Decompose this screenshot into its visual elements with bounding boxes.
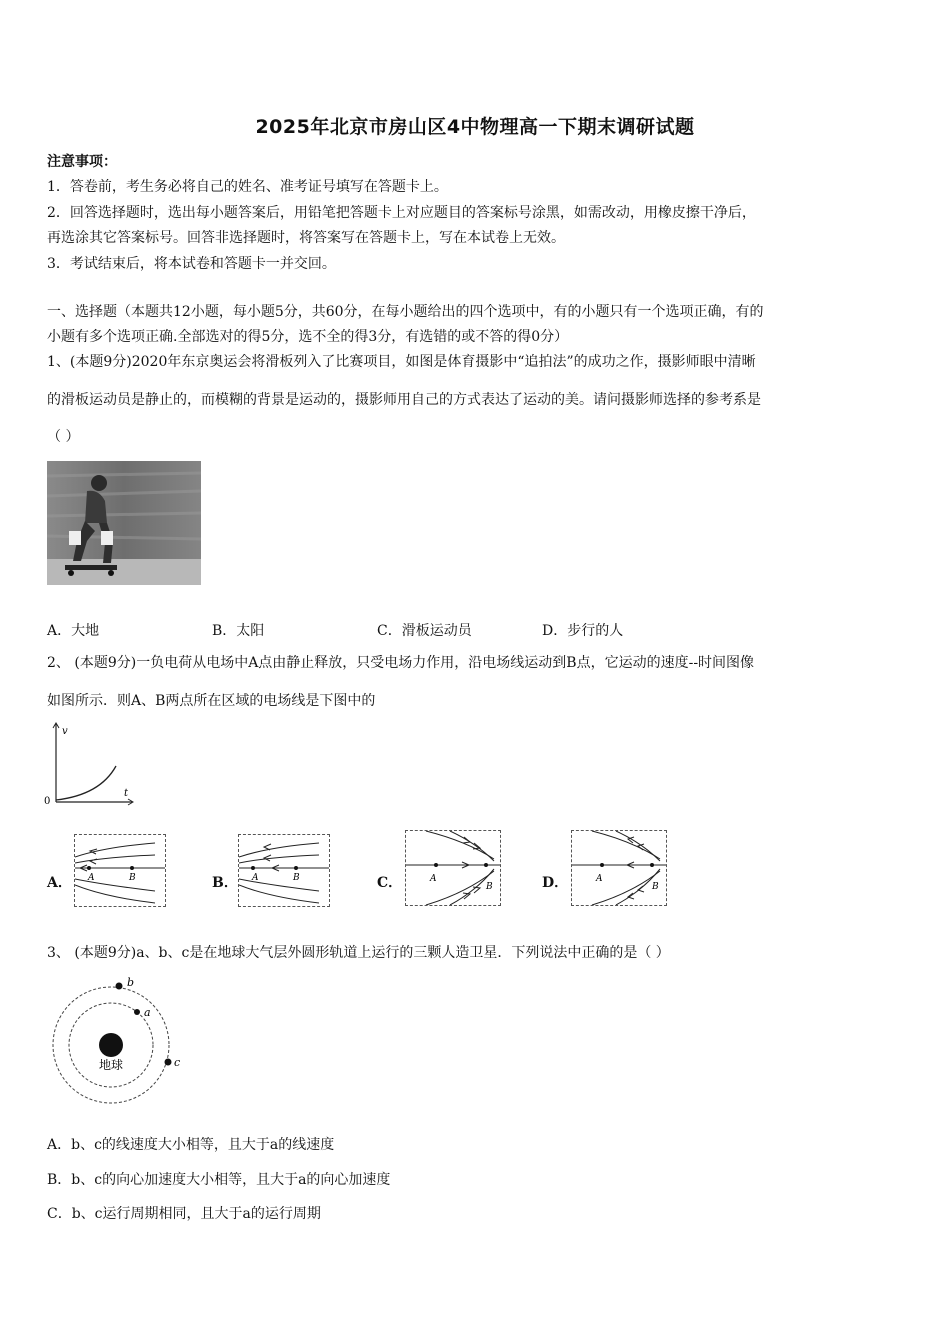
q1-option-d: D．步行的人 — [542, 623, 624, 639]
q2-option-d-label: D． — [542, 875, 569, 891]
q3-option-b: B．b、c的向心加速度大小相等，且大于a的向心加速度 — [47, 1172, 391, 1188]
field-lines-option-c — [405, 830, 501, 906]
field-lines-option-a — [74, 834, 166, 907]
field-lines-option-d — [571, 830, 667, 906]
q2-stem-cont: 如图所示．则A、B两点所在区域的电场线是下图中的 — [47, 693, 376, 709]
field-lines-option-b — [238, 834, 330, 907]
section-heading: 一、选择题（本题共12小题，每小题5分，共60分，在每小题给出的四个选项中，有的小题只有一个选项正确，有的 — [47, 304, 764, 320]
opt-b-point-a: A — [252, 873, 259, 883]
q1-stem-cont: 的滑板运动员是静止的，而模糊的背景是运动的，摄影师用自己的方式表达了运动的美。请问摄影师选择的参考系是 — [47, 392, 761, 408]
notice-item-2: 2．回答选择题时，选出每小题答案后，用铅笔把答题卡上对应题目的答案标号涂黑，如需改动，用橡皮擦干净后， — [47, 205, 756, 221]
q2-option-a-label: A． — [47, 875, 72, 891]
satellite-c-label: c — [174, 1056, 181, 1069]
q2-stem: 2、 (本题9分)一负电荷从电场中A点由静止释放，只受电场力作用，沿电场线运动到B点，它运动的速度--时间图像 — [47, 655, 755, 671]
page-title: 2025年北京市房山区4中物理高一下期末调研试题 — [255, 116, 695, 138]
graph-origin-label: 0 — [44, 796, 51, 807]
q1-option-a: A．大地 — [47, 623, 100, 639]
q1-option-b: B．太阳 — [212, 623, 265, 639]
satellite-b-label: b — [127, 976, 135, 989]
q1-option-c: C．滑板运动员 — [377, 623, 472, 639]
opt-a-point-b: B — [129, 873, 136, 883]
skateboarder-photo — [47, 461, 201, 585]
notice-item-1: 1．答卷前，考生务必将自己的姓名、准考证号填写在答题卡上。 — [47, 179, 448, 195]
graph-v-label: v — [62, 726, 68, 737]
section-heading-cont: 小题有多个选项正确.全部选对的得5分，选不全的得3分，有选错的或不答的得0分） — [47, 329, 569, 345]
opt-c-point-a: A — [430, 874, 437, 884]
earth-label: 地球 — [99, 1058, 124, 1072]
opt-d-point-a: A — [596, 874, 603, 884]
q2-option-b-label: B． — [212, 875, 238, 891]
opt-c-point-b: B — [486, 882, 493, 892]
q1-blank: （ ） — [47, 429, 80, 445]
opt-d-point-b: B — [652, 882, 659, 892]
opt-a-point-a: A — [88, 873, 95, 883]
notice-item-3: 3．考试结束后，将本试卷和答题卡一并交回。 — [47, 256, 336, 272]
q3-option-c: C．b、c运行周期相同，且大于a的运行周期 — [47, 1206, 321, 1222]
satellite-a-label: a — [144, 1006, 151, 1019]
q2-option-c-label: C． — [377, 875, 403, 891]
velocity-time-graph — [40, 720, 140, 810]
notice-heading: 注意事项： — [47, 154, 117, 170]
q3-option-a: A．b、c的线速度大小相等，且大于a的线速度 — [47, 1137, 335, 1153]
q3-stem: 3、 (本题9分)a、b、c是在地球大气层外圆形轨道上运行的三颗人造卫星．下列说法中正确的是（ ） — [47, 945, 670, 961]
graph-t-label: t — [124, 788, 129, 799]
opt-b-point-b: B — [293, 873, 300, 883]
satellite-orbit-diagram — [45, 972, 190, 1107]
notice-item-2-cont: 再选涂其它答案标号。回答非选择题时，将答案写在答题卡上，写在本试卷上无效。 — [47, 230, 565, 246]
q1-stem: 1、(本题9分)2020年东京奥运会将滑板列入了比赛项目，如图是体育摄影中“追拍法”的成功之作，摄影师眼中清晰 — [47, 354, 756, 370]
